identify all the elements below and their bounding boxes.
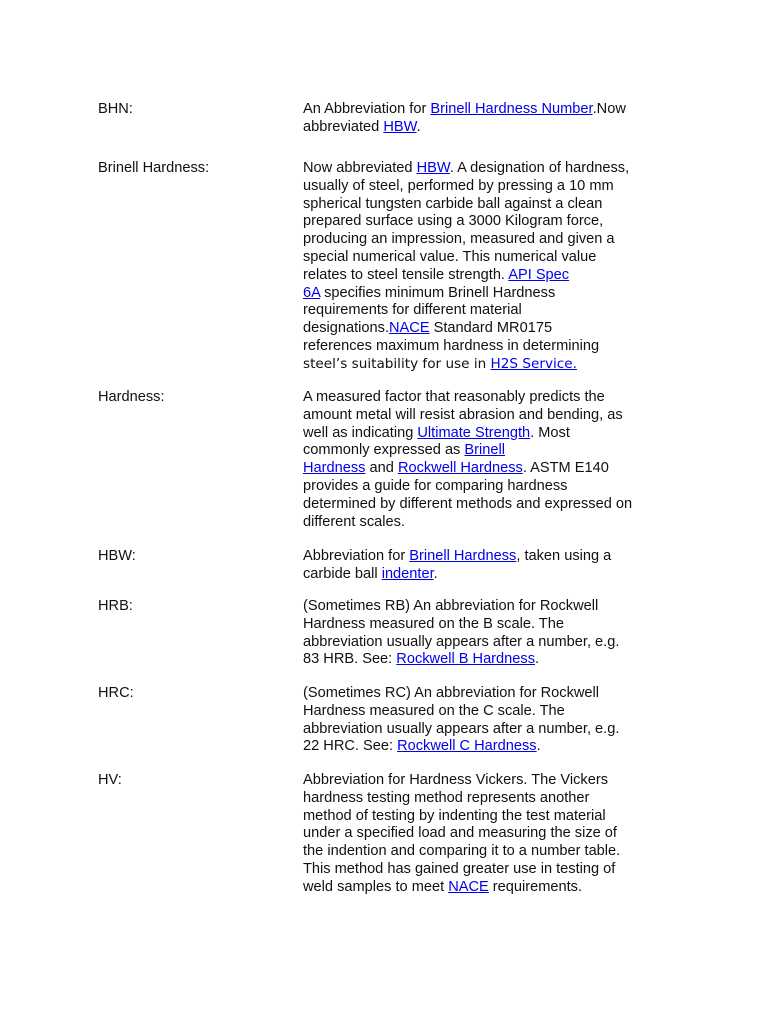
definition-text: well as indicating xyxy=(303,424,418,441)
definition-line xyxy=(303,478,653,496)
definition-text: Abbreviation for Hardness Vickers. The Vickers xyxy=(303,772,608,788)
definition-line xyxy=(303,598,653,616)
definition-text: (Sometimes RC) An abbreviation for Rockwell xyxy=(303,685,600,701)
term-label: Brinell Hardness: xyxy=(98,160,210,176)
definition-text: provides a guide for comparing hardness xyxy=(303,477,568,494)
definition-text: . ASTM E140 xyxy=(522,460,609,477)
glossary-link[interactable]: Brinell xyxy=(464,442,505,459)
definition-line xyxy=(303,460,653,478)
definition-text: An Abbreviation for xyxy=(303,101,431,117)
glossary-link[interactable]: H2S Service. xyxy=(490,355,577,372)
definition-line xyxy=(303,721,653,739)
definition-line xyxy=(303,178,653,196)
glossary-link[interactable]: HBW xyxy=(416,160,450,176)
definition-line xyxy=(303,285,653,303)
definition-text: Hardness measured on the B scale. The xyxy=(303,615,564,632)
definition-text: hardness testing method represents another xyxy=(303,789,590,806)
definition-text: 83 HRB. See: xyxy=(303,651,397,668)
term-label: HBW: xyxy=(98,548,136,564)
definition-text: , taken using a xyxy=(516,548,612,564)
definition-line xyxy=(303,685,653,703)
definition-line xyxy=(303,496,653,514)
glossary-link[interactable]: Brinell Hardness xyxy=(409,548,517,564)
definition-line xyxy=(303,267,653,285)
definition-line xyxy=(303,160,653,178)
definition-text: method of testing by indenting the test material xyxy=(303,807,606,824)
definition-text: specifies minimum Brinell Hardness xyxy=(320,284,556,301)
term-label: HV: xyxy=(98,772,122,788)
definition-line xyxy=(303,548,653,566)
definition-text: special numerical value. This numerical value xyxy=(303,248,597,265)
definition-text: Now abbreviated xyxy=(303,160,417,176)
term-definition xyxy=(303,685,653,756)
term-definition xyxy=(303,389,653,531)
definition-text: commonly expressed as xyxy=(303,442,465,459)
glossary-link[interactable]: indenter xyxy=(381,565,434,582)
definition-text: abbreviation usually appears after a number, e.g. xyxy=(303,720,620,737)
term-label: HRC: xyxy=(98,685,134,701)
definition-text: producing an impression, measured and given a xyxy=(303,231,615,248)
definition-text: This method has gained greater use in testing of xyxy=(303,860,616,877)
glossary-link[interactable]: Ultimate Strength xyxy=(417,424,531,441)
definition-text: requirements for different material xyxy=(303,302,522,319)
definition-text: abbreviated xyxy=(303,118,384,135)
term-definition xyxy=(303,548,653,584)
definition-line xyxy=(303,790,653,808)
definition-text: carbide ball xyxy=(303,565,382,582)
definition-text: Hardness measured on the C scale. The xyxy=(303,702,565,719)
glossary-link[interactable]: NACE xyxy=(448,878,489,895)
term-definition xyxy=(303,160,653,374)
definition-line xyxy=(303,772,653,790)
glossary-link[interactable]: API Spec xyxy=(508,266,570,283)
definition-line xyxy=(303,231,653,249)
definition-line xyxy=(303,566,653,584)
definition-text: spherical tungsten carbide ball against a clean xyxy=(303,195,603,212)
definition-text: . xyxy=(416,118,421,135)
definition-line xyxy=(303,651,653,669)
term-definition xyxy=(303,101,653,137)
glossary-link[interactable]: Rockwell Hardness xyxy=(397,460,523,477)
definition-text: . Most xyxy=(530,424,570,441)
definition-line xyxy=(303,514,653,532)
definition-line xyxy=(303,825,653,843)
glossary-link[interactable]: Rockwell B Hardness xyxy=(396,651,535,668)
definition-text: different scales. xyxy=(303,513,405,530)
definition-text: weld samples to meet xyxy=(303,878,449,895)
definition-text: A measured factor that reasonably predicts the xyxy=(303,389,605,405)
definition-line xyxy=(303,338,653,356)
definition-line xyxy=(303,356,653,374)
definition-text: relates to steel tensile strength. xyxy=(303,266,509,283)
definition-line xyxy=(303,634,653,652)
definition-line xyxy=(303,843,653,861)
definition-line xyxy=(303,389,653,407)
definition-text: . xyxy=(535,651,540,668)
definition-line xyxy=(303,808,653,826)
glossary-link[interactable]: Rockwell C Hardness xyxy=(397,738,537,755)
definition-line xyxy=(303,425,653,443)
definition-text: determined by different methods and expressed on xyxy=(303,495,633,512)
definition-line xyxy=(303,442,653,460)
definition-text: . A designation of hardness, xyxy=(449,160,630,176)
definition-text: 22 HRC. See: xyxy=(303,738,398,755)
term-definition xyxy=(303,772,653,897)
definition-text: . xyxy=(433,565,438,582)
definition-text: amount metal will resist abrasion and bending, as xyxy=(303,406,623,423)
definition-line xyxy=(303,196,653,214)
term-label: BHN: xyxy=(98,101,133,117)
definition-line xyxy=(303,119,653,137)
definition-line xyxy=(303,249,653,267)
definition-line xyxy=(303,616,653,634)
definition-line xyxy=(303,861,653,879)
definition-text: Standard MR0175 xyxy=(429,320,553,337)
definition-text: .Now xyxy=(592,101,626,117)
definition-text: . xyxy=(536,738,541,755)
definition-text: requirements. xyxy=(488,878,583,895)
definition-text: the indention and comparing it to a number table. xyxy=(303,843,621,860)
definition-text: Abbreviation for xyxy=(303,548,410,564)
definition-line xyxy=(303,320,653,338)
definition-line xyxy=(303,302,653,320)
definition-line xyxy=(303,703,653,721)
definition-text: usually of steel, performed by pressing a 10 mm xyxy=(303,177,614,194)
glossary-link[interactable]: Brinell Hardness Number xyxy=(430,101,593,117)
term-label: Hardness: xyxy=(98,389,165,405)
glossary-link[interactable]: Hardness xyxy=(303,460,366,477)
glossary-link[interactable]: HBW xyxy=(383,118,417,135)
definition-text: references maximum hardness in determining xyxy=(303,337,600,354)
definition-line xyxy=(303,407,653,425)
definition-line xyxy=(303,738,653,756)
definition-line xyxy=(303,213,653,231)
definition-text: and xyxy=(365,460,398,477)
glossary-link[interactable]: NACE xyxy=(389,320,430,337)
definition-text: (Sometimes RB) An abbreviation for Rockwell xyxy=(303,598,599,614)
term-definition xyxy=(303,598,653,669)
definition-text: under a specified load and measuring the size of xyxy=(303,825,617,842)
definition-text: prepared surface using a 3000 Kilogram force, xyxy=(303,213,604,230)
definition-text: steel’s suitability for use in xyxy=(303,355,491,372)
definition-line xyxy=(303,879,653,897)
definition-text: designations. xyxy=(303,320,390,337)
glossary-link[interactable]: 6A xyxy=(303,284,321,301)
term-label: HRB: xyxy=(98,598,133,614)
definition-text: abbreviation usually appears after a number, e.g. xyxy=(303,633,620,650)
definition-line xyxy=(303,101,653,119)
